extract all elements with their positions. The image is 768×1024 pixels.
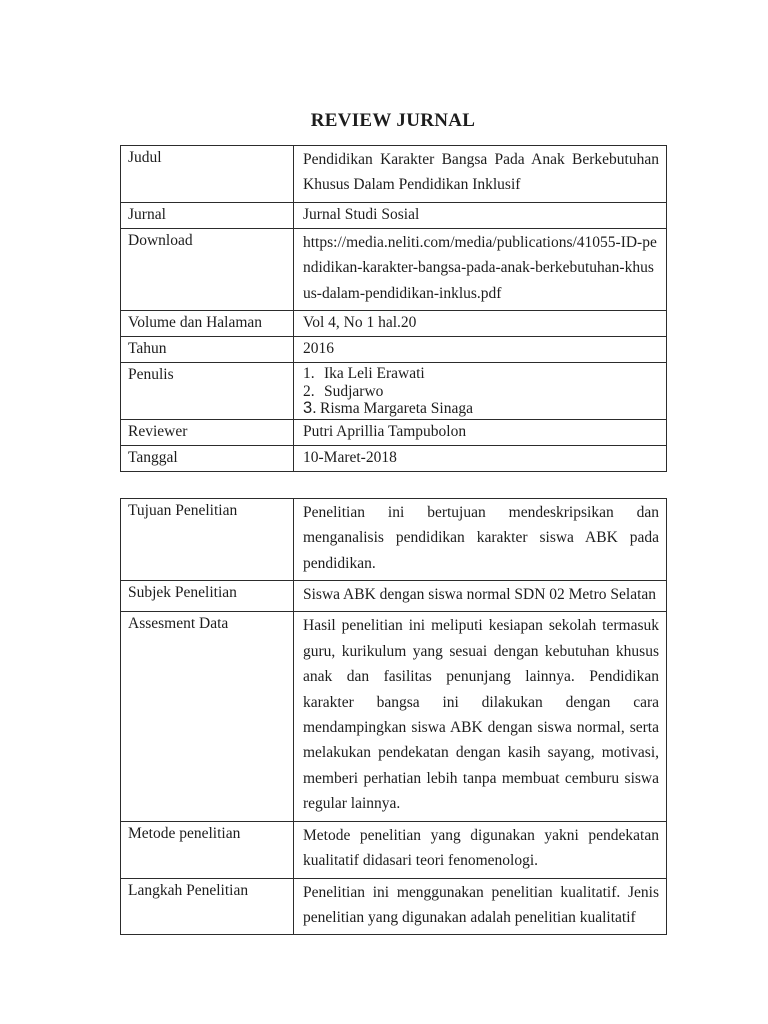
download-url: https://media.neliti.com/media/publications/41055-ID-pendidikan-karakter-bangsa-pada-anak-berkebutuhan-khusus-dalam-pendidikan-inklus.pdf <box>294 228 667 310</box>
author-item <box>303 365 662 383</box>
table-gap <box>120 472 666 498</box>
tujuan-label: Tujuan Penelitian <box>121 498 294 580</box>
table-row-download <box>121 228 667 310</box>
review-detail-table <box>120 498 667 936</box>
table-row-penulis <box>121 363 667 420</box>
langkah-label: Langkah Penelitian <box>121 878 294 935</box>
table-row-volume <box>121 311 667 337</box>
judul-value: Pendidikan Karakter Bangsa Pada Anak Berkebutuhan Khusus Dalam Pendidikan Inklusif <box>294 146 667 203</box>
author-item <box>303 400 662 418</box>
tanggal-value: 10-Maret-2018 <box>294 445 667 471</box>
table-row-subjek <box>121 581 667 612</box>
table-row-jurnal <box>121 202 667 228</box>
table-row-assesment <box>121 612 667 821</box>
table-row-tanggal <box>121 445 667 471</box>
jurnal-label: Jurnal <box>121 202 294 228</box>
table-row-metode <box>121 821 667 878</box>
table-row-reviewer <box>121 419 667 445</box>
subjek-label: Subjek Penelitian <box>121 581 294 612</box>
table-row-langkah <box>121 878 667 935</box>
author-name: Sudjarwo <box>324 382 384 400</box>
reviewer-label: Reviewer <box>121 419 294 445</box>
volume-value: Vol 4, No 1 hal.20 <box>294 311 667 337</box>
assesment-label: Assesment Data <box>121 612 294 821</box>
page-title: REVIEW JURNAL <box>310 110 476 131</box>
metode-value: Metode penelitian yang digunakan yakni pendekatan kualitatif didasari teori fenomenologi. <box>294 821 667 878</box>
tanggal-label: Tanggal <box>121 445 294 471</box>
table-row-tujuan <box>121 498 667 580</box>
download-label: Download <box>121 228 294 310</box>
subjek-value: Siswa ABK dengan siswa normal SDN 02 Metro Selatan <box>294 581 667 612</box>
author-number: 3. <box>303 399 317 418</box>
tahun-value: 2016 <box>294 337 667 363</box>
table-row-tahun <box>121 337 667 363</box>
volume-label: Volume dan Halaman <box>121 311 294 337</box>
author-number: 2. <box>303 382 315 400</box>
author-item <box>303 383 662 401</box>
langkah-value: Penelitian ini menggunakan penelitian kualitatif. Jenis penelitian yang digunakan adalah penelitian kualitatif <box>294 878 667 935</box>
tahun-label: Tahun <box>121 337 294 363</box>
reviewer-value: Putri Aprillia Tampubolon <box>294 419 667 445</box>
author-name: Risma Margareta Sinaga <box>320 400 473 418</box>
table-row-judul <box>121 146 667 203</box>
assesment-value: Hasil penelitian ini meliputi kesiapan sekolah termasuk guru, kurikulum yang sesuai dengan kebutuhan khusus anak dan fasilitas penunjang lainnya. Pendidikan karakter bangsa ini dilakukan dengan cara mendampingkan siswa ABK dengan siswa normal, serta melakukan pendekatan dengan kasih sayang, motivasi, memberi perhatian lebih tanpa membuat cemburu siswa regular lainnya. <box>294 612 667 821</box>
penulis-value <box>294 363 667 420</box>
jurnal-value: Jurnal Studi Sosial <box>294 202 667 228</box>
journal-info-table <box>120 145 667 472</box>
author-number: 1. <box>303 365 315 383</box>
metode-label: Metode penelitian <box>121 821 294 878</box>
penulis-label: Penulis <box>121 363 294 420</box>
tujuan-value: Penelitian ini bertujuan mendeskripsikan dan menganalisis pendidikan karakter siswa ABK pada pendidikan. <box>294 498 667 580</box>
judul-label: Judul <box>121 146 294 203</box>
document-content <box>120 110 666 935</box>
author-name: Ika Leli Erawati <box>324 365 425 383</box>
